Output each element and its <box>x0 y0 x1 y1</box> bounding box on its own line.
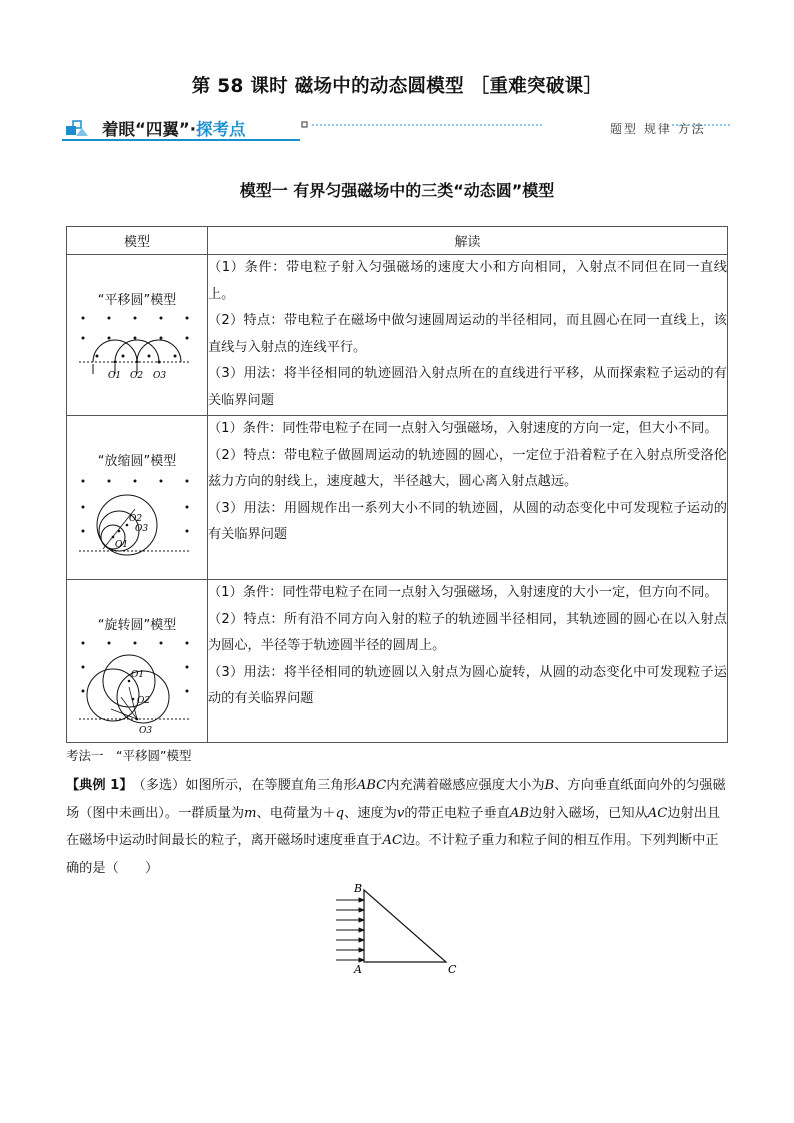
feature-text: （2）特点：带电粒子做圆周运动的轨迹圆的圆心，一定位于沿着粒子在入射点所受洛伦兹力方向的射线上，速度越大，半径越大，圆心离入射点越远。 <box>208 447 727 490</box>
interpret-cell <box>208 255 728 416</box>
example-text: 内充满着磁感应强度大小为 <box>386 778 545 793</box>
usage-text: （3）用法：用圆规作出一系列大小不同的轨迹圆，从圆的动态变化中可发现粒子运动的有关临界问题 <box>208 500 727 543</box>
model-name: “放缩圆”模型 <box>97 454 177 469</box>
example-text: 边射出且在磁场中运动时间最长的粒子，离开磁场时速度垂直于 <box>66 805 721 848</box>
translation-circles-diagram <box>77 312 197 382</box>
col-header-model: 模型 <box>67 227 208 255</box>
scaling-circles-diagram <box>77 473 197 561</box>
circle-center-label: O1 <box>115 540 129 550</box>
circle-center-label: O2 <box>137 696 151 706</box>
usage-text: （3）用法：将半径相同的轨迹圆沿入射点所在的直线进行平移，从而探索粒子运动的有关临界问题 <box>208 366 727 408</box>
circle-center-label: O1 <box>131 670 145 680</box>
model-cell <box>67 580 208 743</box>
feature-text: （2）特点：带电粒子在磁场中做匀速圆周运动的半径相同，而且圆心在同一直线上，该直线与入射点的连线平行。 <box>208 313 727 355</box>
example-var: q <box>335 805 345 821</box>
lesson-title: 第 58 课时 磁场中的动态圆模型 ［重难突破课］ <box>191 76 603 97</box>
usage-text: （3）用法：将半径相同的轨迹圆以入射点为圆心旋转，从圆的动态变化中可发现粒子运动的有关临界问题 <box>208 664 727 707</box>
example-label: 【典例 1】 <box>66 778 126 793</box>
section-banner <box>62 114 732 144</box>
rotation-circles-diagram <box>77 637 197 737</box>
circle-center-label: O1 <box>108 371 122 381</box>
example-problem <box>66 772 730 882</box>
banner-title <box>102 116 245 140</box>
example-var: m <box>244 805 257 821</box>
triangle-figure <box>330 880 470 980</box>
example-text: 边射入磁场，已知从 <box>529 805 648 821</box>
example-var: ABC <box>356 778 387 793</box>
table-header-row <box>67 227 728 255</box>
model-cell <box>67 255 208 416</box>
circle-center-label: O3 <box>139 726 153 736</box>
example-var: AB <box>509 805 530 821</box>
example-text: 的带正电粒子垂直 <box>404 805 510 821</box>
table-row <box>67 255 728 416</box>
example-text: 、电荷量为＋ <box>256 805 336 821</box>
circle-center-label: O3 <box>135 524 149 534</box>
interpret-cell <box>208 580 728 743</box>
banner-title-part1: 着眼“四翼”· <box>102 120 196 139</box>
vertex-label-b: B <box>354 882 363 895</box>
circle-center-label: O2 <box>129 514 143 524</box>
banner-tags: 题型 规律 方法 <box>610 122 706 136</box>
model-cell <box>67 416 208 580</box>
example-var: v <box>396 805 405 821</box>
example-text: 、速度为 <box>344 805 397 821</box>
interpret-cell <box>208 416 728 580</box>
condition-text: （1）条件：同性带电粒子在同一点射入匀强磁场，入射速度的大小一定，但方向不同。 <box>208 585 718 600</box>
example-var: B <box>544 778 555 793</box>
example-var: AC <box>647 805 668 821</box>
feature-text: （2）特点：所有沿不同方向入射的粒子的轨迹圆半径相同，其轨迹圆的圆心在以入射点为圆心，半径等于轨迹圆半径的圆周上。 <box>208 611 727 654</box>
circle-center-label: O3 <box>153 371 167 381</box>
col-header-interpret: 解读 <box>208 227 728 255</box>
condition-text: （1）条件：带电粒子射入匀强磁场的速度大小和方向相同，入射点不同但在同一直线上。 <box>208 260 727 302</box>
model-name: “平移圆”模型 <box>97 293 177 308</box>
example-text: 、方向垂直纸面向外的匀强磁场（图中未画出）。一群质量为 <box>66 778 726 821</box>
banner-title-part2: 探考点 <box>195 120 246 139</box>
table-row <box>67 580 728 743</box>
example-text: （多选）如图所示，在等腰直角三角形 <box>125 778 357 793</box>
example-var: AC <box>382 833 403 848</box>
model-table <box>66 226 728 743</box>
circle-center-label: O2 <box>130 371 144 381</box>
condition-text: （1）条件：同性带电粒子在同一点射入匀强磁场，入射速度的方向一定，但大小不同。 <box>208 421 718 436</box>
table-row <box>67 416 728 580</box>
model-name: “旋转圆”模型 <box>97 618 177 633</box>
method-heading: 考法一 “平移圆”模型 <box>66 748 192 763</box>
vertex-label-c: C <box>448 963 457 976</box>
section-title: 模型一 有界匀强磁场中的三类“动态圆”模型 <box>239 181 555 200</box>
example-text: 边。不计粒子重力和粒子间的相互作用。下列判断中正确的是（ ） <box>66 833 719 876</box>
vertex-label-a: A <box>354 963 362 976</box>
